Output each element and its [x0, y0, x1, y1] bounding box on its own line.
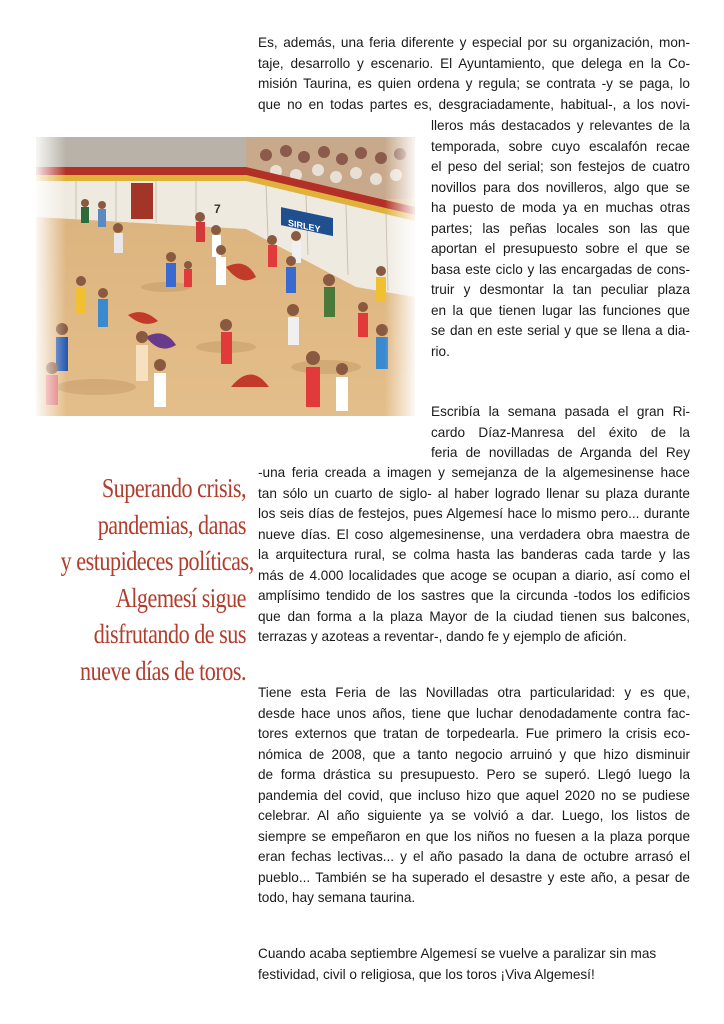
text-line: pueblo... También se ha superado el desastre y este año, a pesar de: [258, 869, 690, 885]
text-line: amplísimo tendido de los sastres que la circunda -todos los edificios: [258, 588, 690, 603]
text-line: taje, desarrollo y escenario. El Ayuntamiento, que delega en la Co-: [258, 55, 690, 71]
text-line: el peso del serial; son festejos de cuatro: [431, 159, 690, 174]
text-line: que no en todas partes es, desgraciadamente, habitual-, a los novi-: [258, 96, 690, 112]
pull-quote-line: pandemias, danas: [97, 509, 246, 540]
text-line: la arquitectura rural, se colma hasta las banderas cada tarde y las: [258, 547, 690, 562]
text-line: siempre se empeñaron en que los niños no fuesen a la plaza porque: [258, 828, 690, 844]
text-line: los seis días de festejos, pues Algemesí hace lo mismo pero... durante: [258, 506, 690, 521]
pull-quote-line: Algemesí sigue: [115, 582, 246, 613]
text-line: nueve días. El coso algemesinense, una verdadera obra maestra de: [258, 526, 690, 542]
text-line: aportan el presupuesto sobre el que se: [431, 241, 690, 256]
text-line: tores externos que tratan de torpedearla. Fue primero la crisis eco-: [258, 726, 690, 741]
text-line: Tiene esta Feria de las Novilladas otra particularidad: y es que,: [258, 685, 690, 700]
text-line: novillos para dos novilleros, algo que se: [431, 179, 690, 195]
pull-quote-line: y estupideces políticas,: [60, 546, 254, 576]
text-line: Escribía la semana pasada el gran Ri-: [431, 404, 690, 419]
text-line: terrazas y azoteas a reventar-, dando fe y ejemplo de afición.: [258, 629, 627, 644]
paragraph-3: [258, 683, 690, 909]
paragraph-2-start: [431, 402, 690, 464]
text-line: misión Taurina, es quien ordena y regula; se contrata -y se paga, lo: [258, 76, 690, 91]
text-line: Cuando acaba septiembre Algemesí se vuelve a paralizar sin mas: [258, 946, 657, 961]
text-line: celebrar. Al año siguiente ya se volvió a dar. Luego, los listos de: [258, 808, 690, 823]
text-line: eran fechas lectivas... y el año pasado la dana de octubre arrasó el: [258, 849, 690, 864]
text-line: ha puesto de moda ya en muchas otras: [431, 200, 690, 215]
text-line: basa este ciclo y las encargadas de cons-: [431, 261, 690, 277]
paragraph-4: [258, 944, 690, 985]
text-line: rio.: [431, 343, 450, 359]
text-line: Es, además, una feria diferente y especial por su organización, mon-: [258, 35, 690, 50]
text-line: más de 4.000 localidades que acoge se ocupan a diario, así como el: [258, 567, 690, 583]
text-line: truir y desmontar la tan peculiar plaza: [431, 282, 690, 297]
text-line: nómica de 2008, que a tanto negocio arruinó y que hizo disminuir: [258, 746, 690, 762]
bullring-photo: [36, 137, 415, 416]
pull-quote-line: Superando crisis,: [101, 473, 247, 503]
text-line: partes; las peñas locales son las que: [431, 220, 690, 236]
pull-quote-line: disfrutando de sus: [93, 619, 246, 649]
text-line: -una feria creada a imagen y semejanza de la algemesinense hace: [258, 465, 690, 480]
text-line: feria de novilladas de Arganda del Rey: [431, 445, 690, 460]
text-line: en la que tienen lugar las funciones que: [431, 302, 690, 318]
paragraph-1-continued: [431, 116, 690, 362]
paragraph-2: [258, 463, 690, 648]
text-line: temporada, sobre cuyo escalafón recae: [431, 138, 690, 154]
text-line: tan sólo un cuarto de siglo- al haber logrado llenar su plaza durante: [258, 485, 690, 501]
text-line: pandemia del covid, que incluso hizo que aquel 2020 no se pudiese: [258, 787, 690, 803]
pull-quote-line: nueve días de toros.: [79, 655, 246, 686]
text-line: todo, hay semana taurina.: [258, 890, 416, 905]
text-line: cardo Díaz-Manresa del éxito de la: [431, 424, 690, 440]
paragraph-1: [258, 33, 690, 115]
text-line: festividad, civil o religiosa, que los toros ¡Viva Algemesí!: [258, 966, 595, 982]
pull-quote: [60, 470, 254, 689]
text-line: que dan forma a la plaza Mayor de la ciudad tienen sus balcones,: [258, 608, 690, 624]
text-line: de forma drástica su presupuesto. Pero se superó. Llegó luego la: [258, 767, 690, 782]
text-line: desde hace unos años, tiene que luchar denodadamente contra fac-: [258, 705, 690, 721]
text-line: lleros más destacados y relevantes de la: [431, 118, 690, 133]
text-line: se dan en este serial y que se llena a dia-: [431, 323, 690, 338]
